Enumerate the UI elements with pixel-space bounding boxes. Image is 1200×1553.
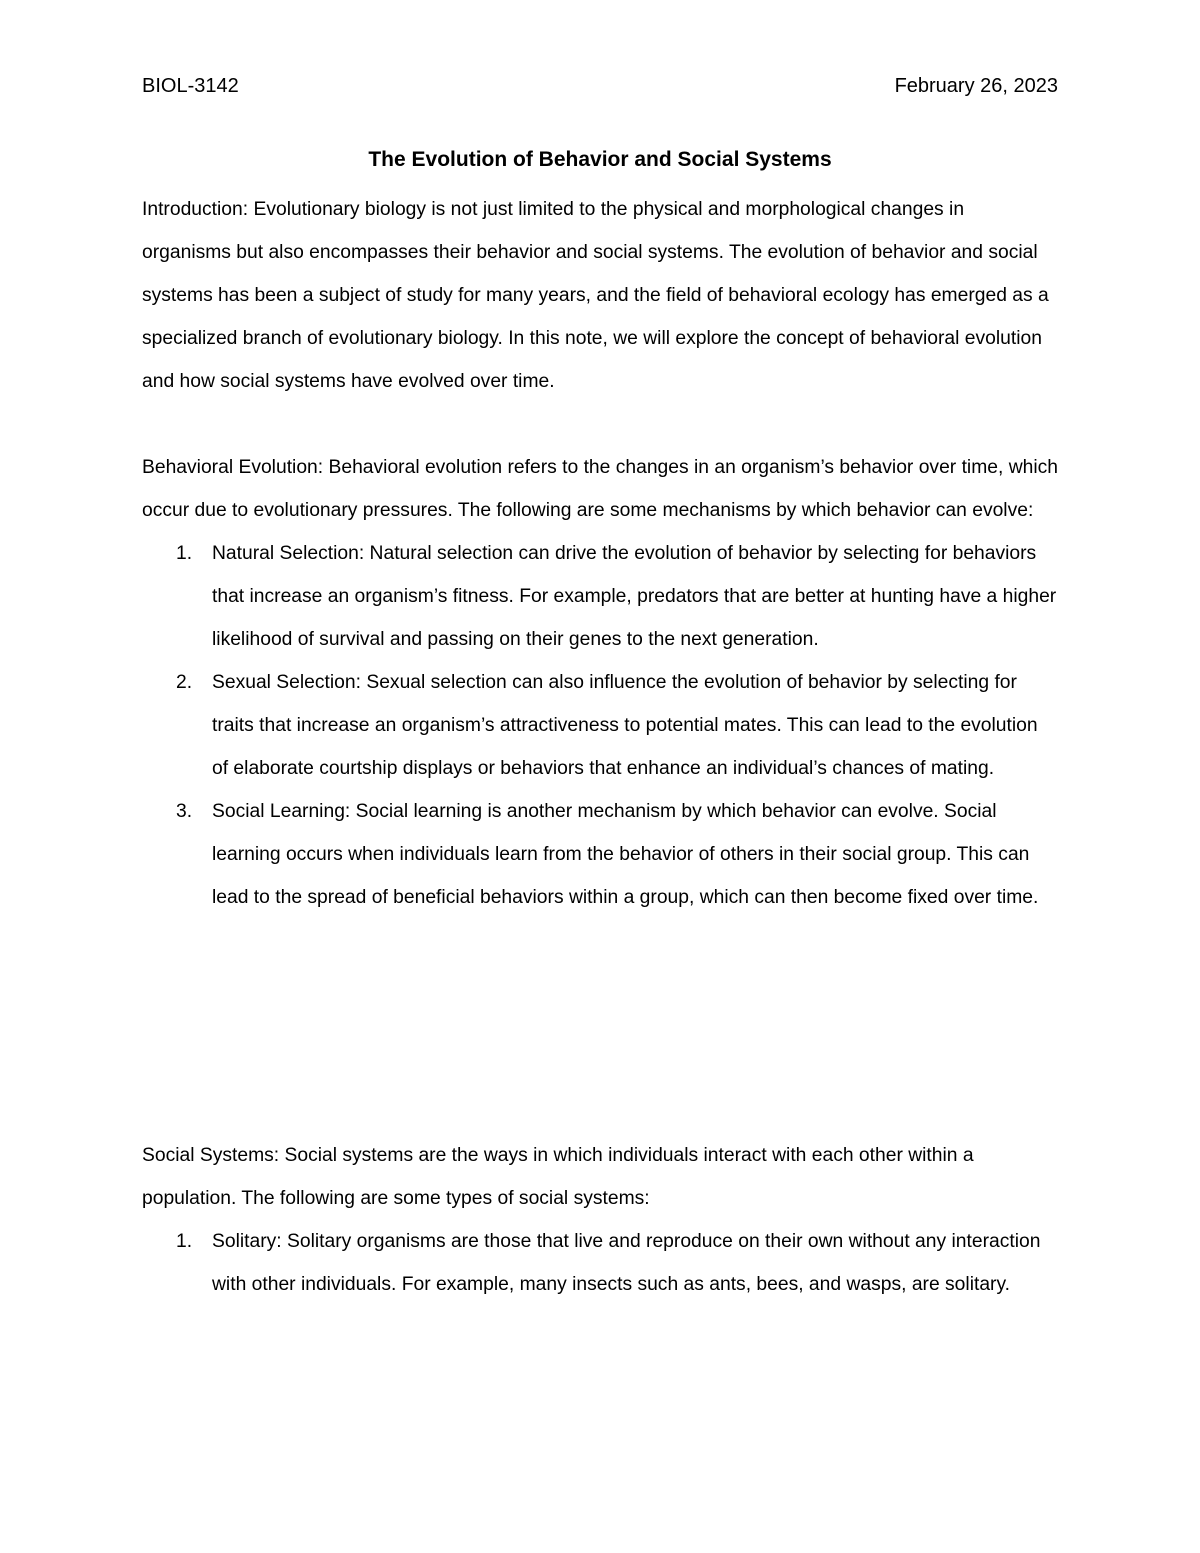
social-systems-list [142,1220,1058,1306]
list-item-text: Sexual Selection: Sexual selection can also influence the evolution of behavior by selecting for traits that increase an organism’s attractiveness to potential mates. This can lead to the evolution of elaborate courtship displays or behaviors that enhance an individual’s chances of mating. [212,672,1038,779]
list-item-text: Social Learning: Social learning is another mechanism by which behavior can evolve. Social learning occurs when individuals learn from the behavior of others in their social group. This can lead to the spread of beneficial behaviors within a group, which can then become fixed over time. [212,801,1039,908]
list-number: 1. [176,543,193,564]
course-code: BIOL-3142 [142,75,239,97]
social-systems-paragraph: Social Systems: Social systems are the ways in which individuals interact with each other within a population. The following are some types of social systems: [142,1145,974,1209]
behavioral-evolution-paragraph: Behavioral Evolution: Behavioral evolution refers to the changes in an organism’s behavior over time, which occur due to evolutionary pressures. The following are some mechanisms by which behavior can evolve: [142,457,1059,521]
list-number: 2. [176,672,193,693]
list-number: 3. [176,801,193,822]
intro-paragraph: Introduction: Evolutionary biology is not just limited to the physical and morphological changes in organisms but also encompasses their behavior and social systems. The evolution of behavior and social systems has been a subject of study for many years, and the field of behavioral ecology has emerged as a specialized branch of evolutionary biology. In this note, we will explore the concept of behavioral evolution and how social systems have evolved over time. [142,199,1049,392]
behavioral-evolution-section [142,446,1058,919]
document-date: February 26, 2023 [894,75,1058,97]
document-title: The Evolution of Behavior and Social Systems [368,148,832,171]
intro-section [142,188,1058,403]
list-number: 1. [176,1231,193,1252]
list-item [142,1220,1058,1306]
list-item [142,790,1058,919]
list-item [142,532,1058,661]
mechanisms-list [142,532,1058,919]
social-systems-section [142,1134,1058,1306]
list-item [142,661,1058,790]
list-item-text: Natural Selection: Natural selection can drive the evolution of behavior by selecting for behaviors that increase an organism’s fitness. For example, predators that are better at hunting have a higher likelihood of survival and passing on their genes to the next generation. [212,543,1057,650]
list-item-text: Solitary: Solitary organisms are those that live and reproduce on their own without any interaction with other individuals. For example, many insects such as ants, bees, and wasps, are solitary. [212,1231,1041,1295]
